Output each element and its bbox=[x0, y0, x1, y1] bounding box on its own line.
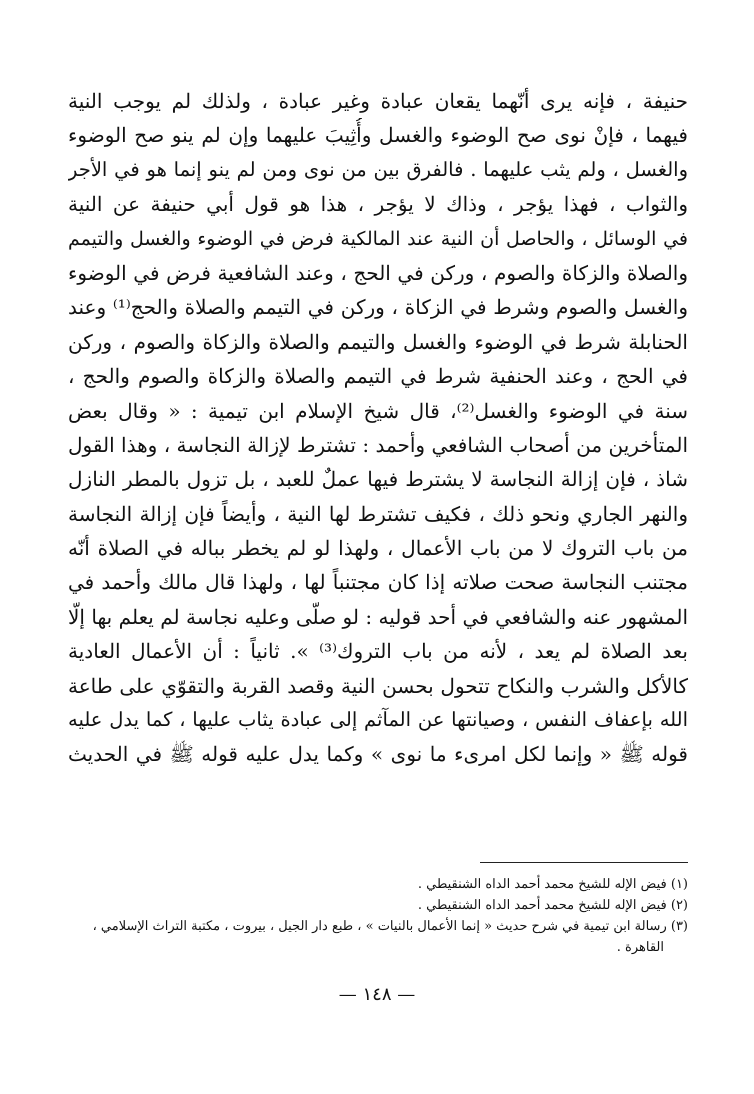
footnotes bbox=[68, 874, 688, 958]
text-line: بعد الصلاة لم يعد ، لأنه من باب التروك⁽³⁾ ». ثانياً : أن الأعمال العادية bbox=[68, 639, 688, 664]
text-line: والنهر الجاري ونحو ذلك ، فكيف تشترط لها النية ، وأيضاً فإن إزالة النجاسة bbox=[68, 501, 688, 526]
text-line: مجتنب النجاسة صحت صلاته إذا كان مجتنباً لها ، ولهذا قال مالك وأحمد في bbox=[68, 570, 688, 595]
text-line: والغسل ، ولم يثب عليهما . فالفرق بين من نوى ومن لم ينو إنما هو في الأجر bbox=[68, 157, 688, 181]
text-line: المتأخرين من أصحاب الشافعي وأحمد : تشترط لإزالة النجاسة ، وهذا القول bbox=[68, 432, 688, 457]
footnote-divider bbox=[480, 862, 688, 863]
text-line: المشهور عنه والشافعي في أحد قوليه : لو صلّى وعليه نجاسة لم يعلم بها إلّا bbox=[68, 604, 688, 629]
text-line: من باب التروك لا من باب الأعمال ، ولهذا لو لم يخطر بباله في الصلاة أنّه bbox=[68, 536, 688, 561]
text-line: الحنابلة شرط في الوضوء والغسل والتيمم والصلاة والزكاة والصوم ، وركن bbox=[68, 329, 688, 354]
text-line: قوله ﷺ « وإنما لكل امرىء ما نوى » وكما يدل عليه قوله ﷺ في الحديث bbox=[68, 742, 688, 767]
text-line: سنة في الوضوء والغسل⁽²⁾، قال شيخ الإسلام ابن تيمية : « وقال بعض bbox=[68, 398, 688, 423]
page-number: — ١٤٨ — bbox=[338, 984, 416, 1005]
text-line: والغسل والصوم وشرط في الزكاة ، وركن في التيمم والصلاة والحج⁽¹⁾ وعند bbox=[68, 295, 688, 320]
text-line: والثواب ، فهذا يؤجر ، وذاك لا يؤجر ، هذا هو قول أبي حنيفة عن النية bbox=[68, 192, 688, 217]
text-line: فيهما ، فإنْ نوى صح الوضوء والغسل وأُثِيبَ عليهما وإن لم ينو صح الوضوء bbox=[68, 123, 688, 148]
text-line: في الوسائل ، والحاصل أن النية عند المالكية فرض في الوضوء والغسل والتيمم bbox=[68, 227, 688, 250]
text-line: والصلاة والزكاة والصوم ، وركن في الحج ، وعند الشافعية فرض في الوضوء bbox=[68, 260, 688, 285]
text-line: في الحج ، وعند الحنفية شرط في التيمم والصلاة والزكاة والصوم والحج ، bbox=[68, 364, 688, 389]
text-line: الله بإعفاف النفس ، وصيانتها عن المآثم إلى عبادة يثاب عليها ، كما يدل عليه bbox=[68, 708, 688, 732]
footnote-3-continuation: القاهرة . bbox=[616, 940, 664, 955]
footnote-2: (٢) فيض الإله للشيخ محمد أحمد الداه الشنقيطي . bbox=[417, 898, 688, 913]
text-line: شاذ ، فإن إزالة النجاسة لا يشترط فيها عملٌ للعبد ، بل تزول بالمطر النازل bbox=[68, 467, 688, 492]
text-line: كالأكل والشرب والنكاح تتحول بحسن النية وقصد القربة والتقوّي على طاعة bbox=[68, 673, 688, 698]
footnote-3: (٣) رسالة ابن تيمية في شرح حديث « إنما الأعمال بالنيات » ، طبع دار الجيل ، بيروت ، مكتبة التراث الإسلامي ، bbox=[92, 919, 688, 934]
main-text-body bbox=[68, 84, 688, 772]
footnote-1: (١) فيض الإله للشيخ محمد أحمد الداه الشنقيطي . bbox=[417, 877, 688, 892]
text-line: حنيفة ، فإنه يرى أنّهما يقعان عبادة وغير عبادة ، ولذلك لم يوجب النية bbox=[68, 89, 688, 113]
